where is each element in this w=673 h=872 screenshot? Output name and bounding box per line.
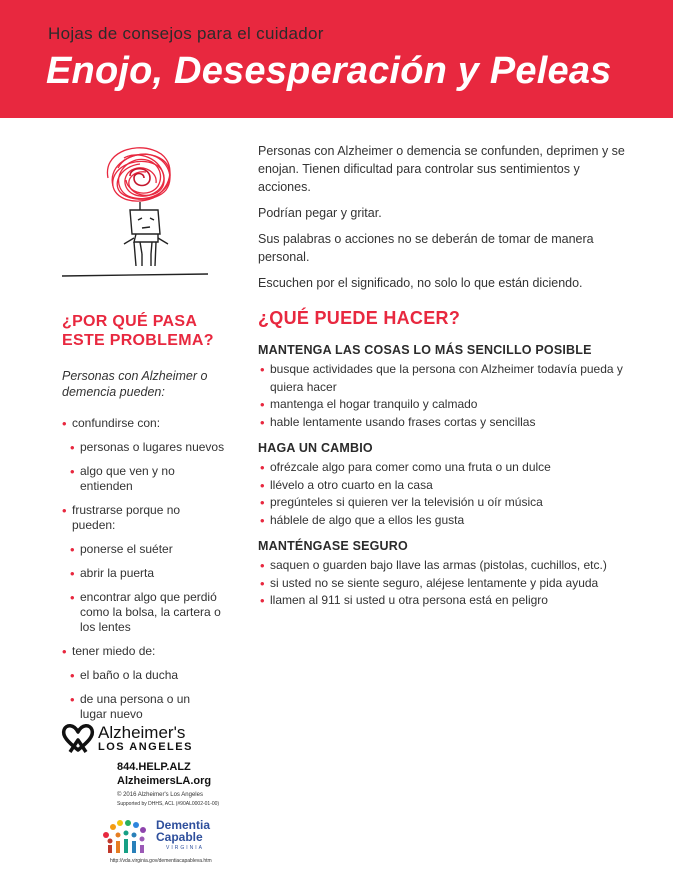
main-content bbox=[258, 142, 628, 620]
logo-name bbox=[98, 724, 193, 753]
list-item: • personas o lugares nuevos bbox=[62, 440, 232, 455]
copyright: © 2016 Alzheimer's Los Angeles bbox=[117, 792, 203, 798]
people-dots-icon bbox=[98, 815, 154, 855]
dementia-capable-logo bbox=[98, 815, 258, 865]
logo-subtitle: LOS ANGELES bbox=[98, 740, 193, 753]
what-heading: ¿QUÉ PUEDE HACER? bbox=[258, 308, 461, 328]
dc-line1: Dementia bbox=[156, 818, 211, 832]
list-item: • frustrarse porque no pueden: bbox=[62, 503, 192, 533]
why-section bbox=[62, 312, 232, 722]
list-item: • encontrar algo que perdió como la bolsa, la cartera o los lentes bbox=[62, 590, 230, 635]
section-list bbox=[258, 557, 628, 610]
section-list bbox=[258, 459, 628, 529]
intro-paragraph: Sus palabras o acciones no se deberán de tomar de manera personal. bbox=[258, 232, 594, 264]
section-title: HAGA UN CAMBIO bbox=[258, 441, 373, 455]
section-title: MANTENGA LAS COSAS LO MÁS SENCILLO POSIBLE bbox=[258, 343, 592, 357]
dc-state: VIRGINIA bbox=[166, 845, 204, 851]
list-item: • confundirse con: bbox=[62, 416, 232, 431]
header-subtitle: Hojas de consejos para el cuidador bbox=[48, 24, 324, 43]
intro-paragraph: Podrían pegar y gritar. bbox=[258, 206, 382, 220]
logo-brand bbox=[60, 722, 250, 754]
list-item: • saquen o guarden bajo llave las armas (pistolas, cuchillos, etc.) bbox=[258, 557, 628, 575]
list-item: • tener miedo de: bbox=[62, 644, 232, 659]
why-heading-line2: ESTE PROBLEMA? bbox=[62, 332, 214, 349]
list-item: • algo que ven y no entienden bbox=[62, 464, 212, 494]
list-item: • el baño o la ducha bbox=[62, 668, 232, 683]
why-heading bbox=[62, 312, 232, 350]
section-title: MANTÉNGASE SEGURO bbox=[258, 539, 408, 553]
section-list bbox=[258, 361, 628, 431]
list-item: • mantenga el hogar tranquilo y calmado bbox=[258, 396, 628, 414]
list-item: • pregúnteles si quieren ver la televisión u oír música bbox=[258, 494, 628, 512]
dementia-capable-title bbox=[156, 819, 210, 843]
intro-paragraph: Escuchen por el significado, no solo lo que están diciendo. bbox=[258, 276, 583, 290]
header-banner bbox=[0, 0, 673, 118]
why-heading-line1: ¿POR QUÉ PASA bbox=[62, 313, 198, 330]
list-item: • ofrézcale algo para comer como una fruta o un dulce bbox=[258, 459, 628, 477]
list-item: • llévelo a otro cuarto en la casa bbox=[258, 477, 628, 495]
list-item: • busque actividades que la persona con Alzheimer todavía pueda y quiera hacer bbox=[258, 361, 628, 396]
dc-url: http://vda.virginia.gov/dementiacapableva.htm bbox=[110, 858, 212, 864]
list-item: • háblele de algo que a ellos les gusta bbox=[258, 512, 628, 530]
dc-line2: Capable bbox=[156, 830, 203, 844]
list-item: • llamen al 911 si usted u otra persona está en peligro bbox=[258, 592, 628, 610]
list-item: • ponerse el suéter bbox=[62, 542, 232, 557]
support-note: Supported by DHHS, ACL (#90AL0002-01-00) bbox=[117, 801, 220, 807]
intro-paragraph: Personas con Alzheimer o demencia se confunden, deprimen y se enojan. Tienen dificultad para controlar sus sentimientos y acciones. bbox=[258, 144, 625, 194]
list-item: • de una persona o un lugar nuevo bbox=[62, 692, 202, 722]
logo-phone: 844.HELP.ALZ bbox=[117, 761, 191, 773]
list-item: • abrir la puerta bbox=[62, 566, 232, 581]
angry-person-scribble-icon bbox=[58, 138, 218, 288]
page-title: Enojo, Desesperación y Peleas bbox=[46, 50, 612, 92]
why-intro: Personas con Alzheimer o demencia pueden: bbox=[62, 369, 208, 399]
alzheimers-ribbon-icon bbox=[60, 722, 96, 754]
list-item: • si usted no se siente seguro, aléjese lentamente y pida ayuda bbox=[258, 575, 628, 593]
list-item: • hable lentamente usando frases cortas y sencillas bbox=[258, 414, 628, 432]
alzheimers-la-logo bbox=[60, 722, 250, 807]
logo-title: Alzheimer's bbox=[98, 722, 186, 742]
logo-website: AlzheimersLA.org bbox=[117, 775, 212, 787]
why-list bbox=[62, 416, 232, 722]
